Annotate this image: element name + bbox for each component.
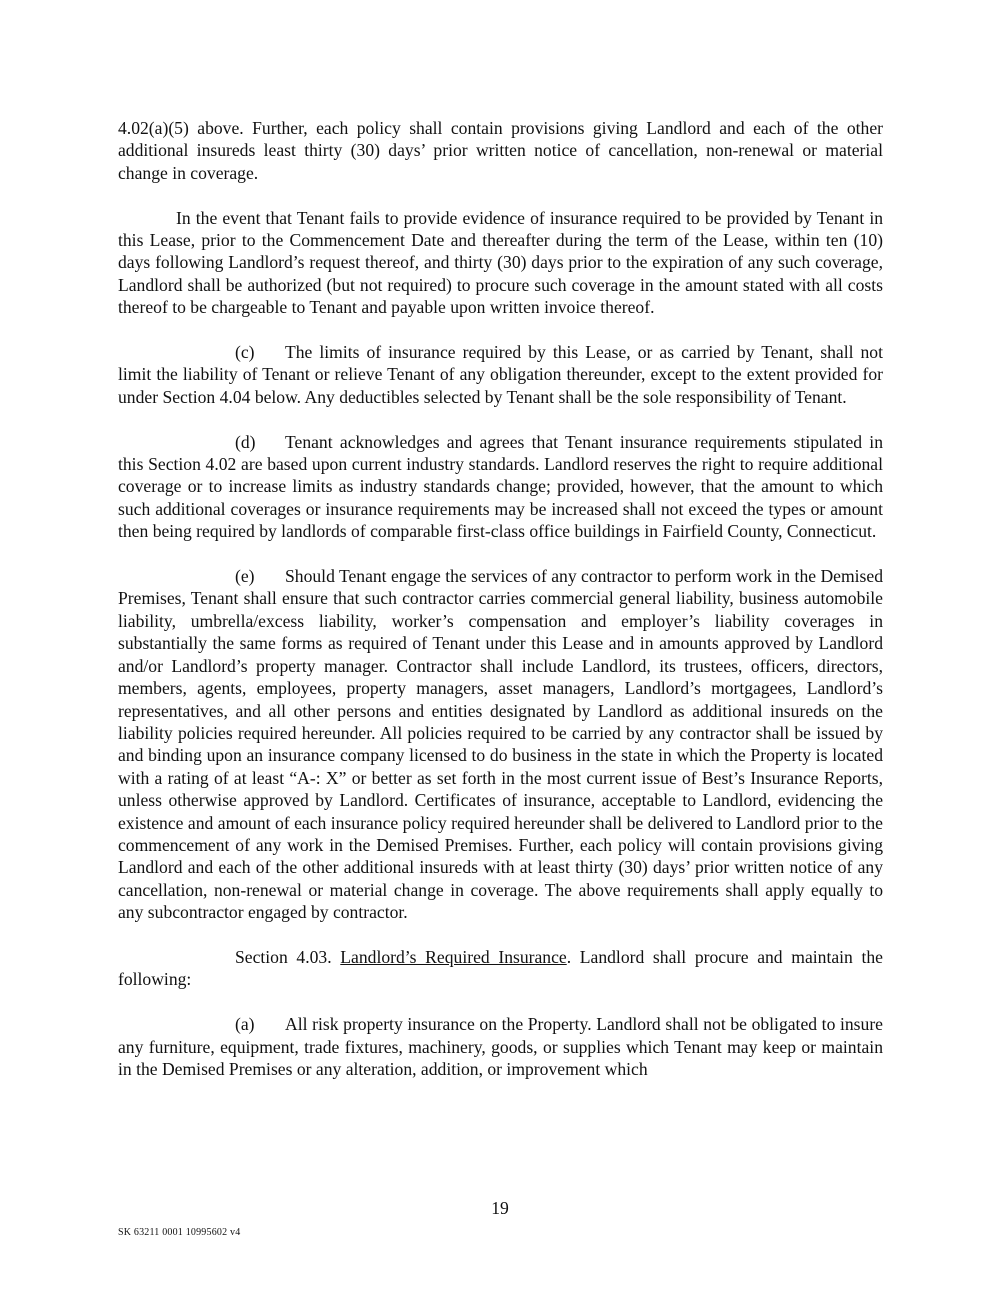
paragraph-label: (c) <box>235 342 255 363</box>
paragraph-d <box>118 431 883 543</box>
document-id: SK 63211 0001 10995602 v4 <box>118 1227 241 1238</box>
paragraph-label: (a) <box>235 1014 255 1035</box>
page-number: 19 <box>491 1198 509 1218</box>
section-number: Section 4.03. <box>235 946 332 967</box>
paragraph-continuation <box>118 117 883 184</box>
paragraph-evidence-of-insurance <box>118 207 883 319</box>
paragraph-c <box>118 341 883 408</box>
section-4-03-heading-paragraph <box>118 946 883 991</box>
paragraph-text: Tenant acknowledges and agrees that Tenant insurance requirements stipulated in this Section 4.02 are based upon current industry standards. Landlord reserves the right to require additional coverage or to increase limits as industry standards change; provided, however, that the amount to which such additional coverages or insurance requirements may be increased shall not exceed the types or amount then being required by landlords of comparable first-class office buildings in Fairfield County, Connecticut. <box>118 431 883 542</box>
paragraph-text: All risk property insurance on the Property. Landlord shall not be obligated to insure any furniture, equipment, trade fixtures, machinery, goods, or supplies which Tenant may keep or maintain in the Demised Premises or any alteration, addition, or improvement which <box>118 1014 883 1079</box>
paragraph-e <box>118 565 883 924</box>
paragraph-a <box>118 1013 883 1080</box>
paragraph-text: In the event that Tenant fails to provide evidence of insurance required to be provided by Tenant in this Lease, prior to the Commencement Date and thereafter during the term of the Lease, within ten (10) days following Landlord’s request thereof, and thirty (30) days prior to the expiration of any such coverage, Landlord shall be authorized (but not required) to procure such coverage in the amount stated with all costs thereof to be chargeable to Tenant and payable upon written invoice thereof. <box>118 207 883 318</box>
paragraph-label: (e) <box>235 566 255 587</box>
section-heading: Landlord’s Required Insurance <box>340 946 567 967</box>
paragraph-text: The limits of insurance required by this Lease, or as carried by Tenant, shall not limit the liability of Tenant or relieve Tenant of any obligation thereunder, except to the extent provided for under Section 4.04 below. Any deductibles selected by Tenant shall be the sole responsibility of Tenant. <box>118 342 883 407</box>
paragraph-label: (d) <box>235 431 256 452</box>
body-text <box>118 117 883 1103</box>
paragraph-text: 4.02(a)(5) above. Further, each policy shall contain provisions giving Landlord and each of the other additional insureds least thirty (30) days’ prior written notice of cancellation, non-renewal or material change in coverage. <box>118 118 883 183</box>
paragraph-text: . Landlord shall procure and maintain the following: <box>118 946 883 990</box>
paragraph-text: Should Tenant engage the services of any contractor to perform work in the Demised Premises, Tenant shall ensure that such contractor carries commercial general liability, business automobile liability, umbrella/excess liability, worker’s compensation and employer’s liability coverages in substantially the same forms as required of Tenant under this Lease and in amounts approved by Landlord and/or Landlord’s property manager. Contractor shall include Landlord, its trustees, officers, directors, members, agents, employees, property managers, asset managers, Landlord’s mortgagees, Landlord’s representatives, and all other persons and entities designated by Landlord as additional insureds on the liability policies required hereunder. All policies required to be carried by any contractor shall be issued by and binding upon an insurance company licensed to do business in the state in which the Property is located with a rating of at least “A-: X” or better as set forth in the most current issue of Best’s Insurance Reports, unless otherwise approved by Landlord. Certificates of insurance, acceptable to Landlord, evidencing the existence and amount of each insurance policy required hereunder shall be delivered to Landlord prior to the commencement of any work in the Demised Premises. Further, each policy will contain provisions giving Landlord and each of the other additional insureds with at least thirty (30) days’ prior written notice of any cancellation, non-renewal or material change in coverage. The above requirements shall apply equally to any subcontractor engaged by contractor. <box>118 566 883 923</box>
